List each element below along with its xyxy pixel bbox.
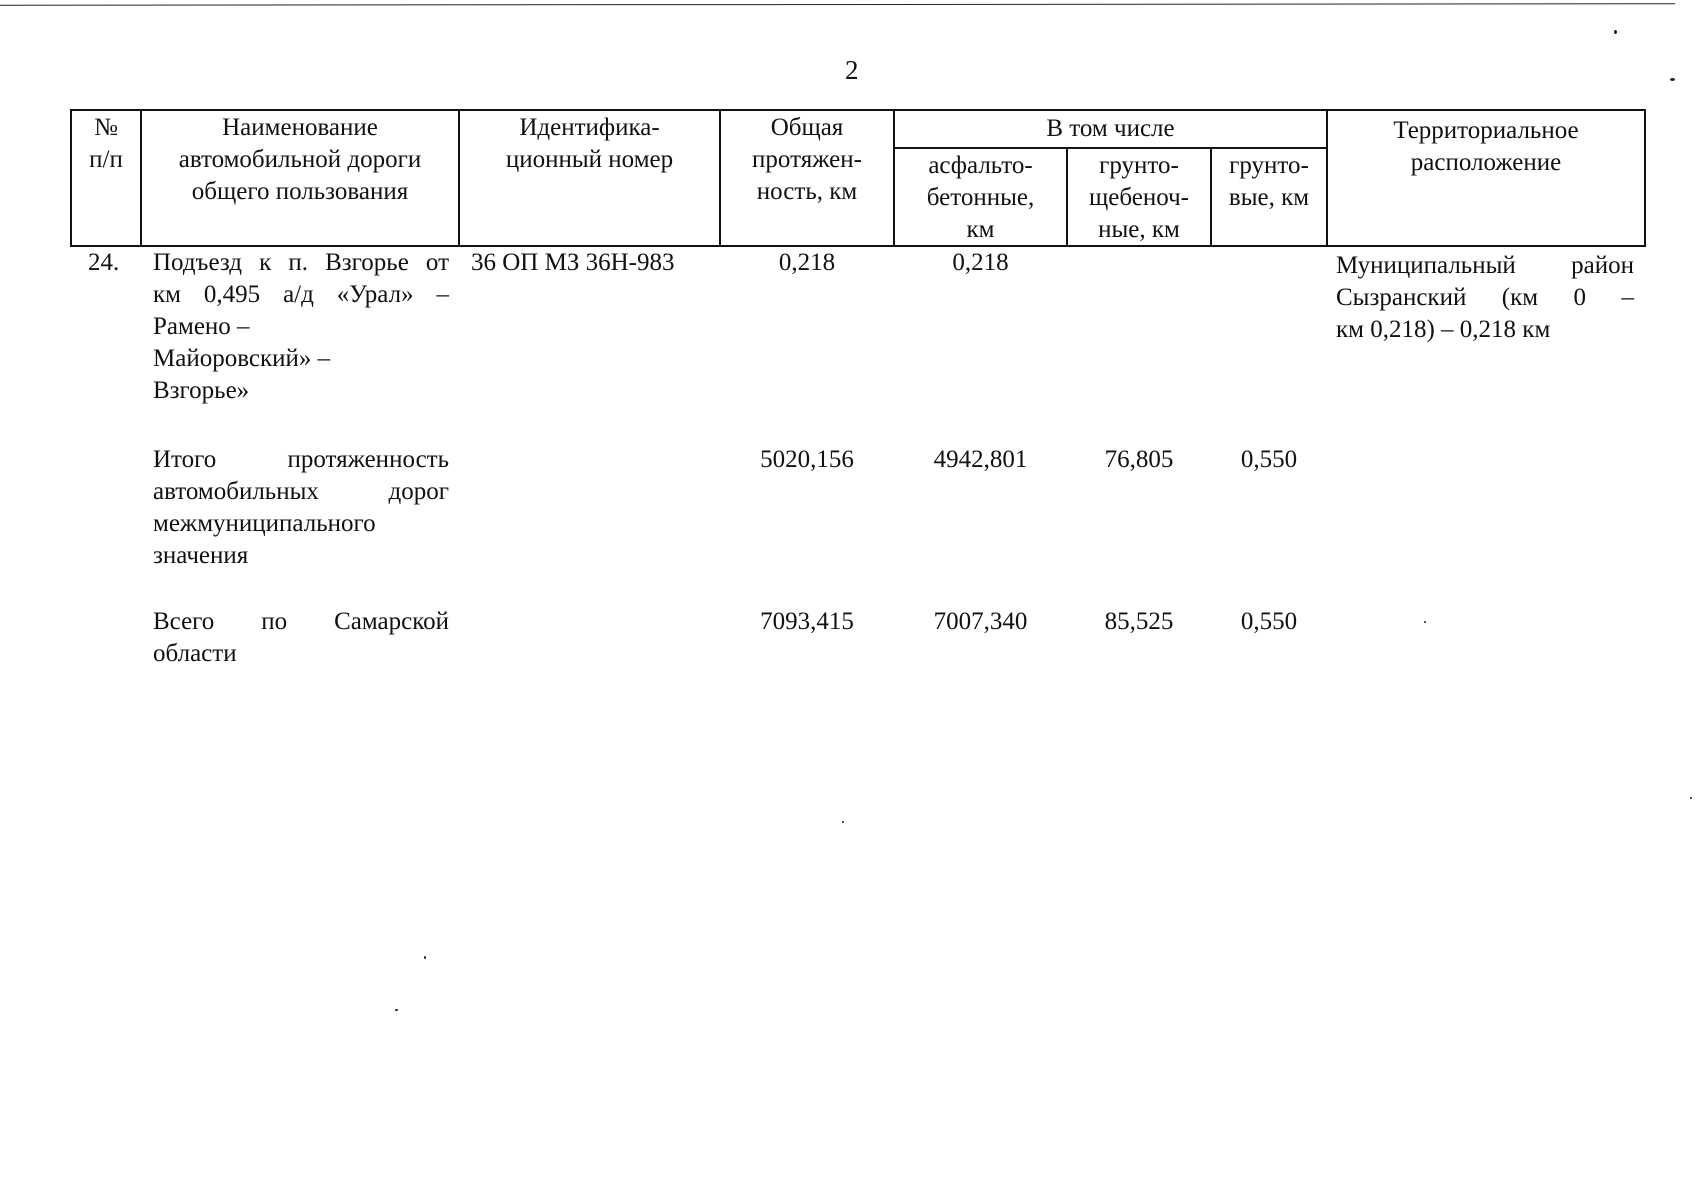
row-location [1336,250,1634,346]
row-road-name-line: Подъезд к п. Взгорье от [153,249,449,276]
scan-speck [395,1009,398,1011]
grand-total-gravel: 85,525 [1104,608,1174,635]
header-asphalt: асфальто- бетонные, км [926,152,1035,243]
row-location-line: Муниципальный район [1336,252,1634,279]
totals-gravel: 76,805 [1104,446,1174,473]
grand-total-label-line: Всего по Самарской [153,608,449,635]
totals-total-length: 5020,156 [760,446,854,473]
scan-speck [1670,78,1675,81]
header-including: В том числе [1046,115,1175,142]
row-road-name-line: Майоровский» – [153,345,331,372]
row-road-name-line: Рамено – [153,313,250,340]
scan-speck [1690,797,1692,799]
totals-label-line: Итого протяженность [153,446,449,473]
header-col-border [1644,109,1646,247]
scan-speck [1424,621,1426,623]
totals-asphalt: 4942,801 [933,446,1028,473]
row-asphalt: 0,218 [952,249,1009,276]
totals-label-line: значения [153,542,249,569]
page-number: 2 [845,55,859,85]
totals-label [153,444,449,572]
header-dirt: грунто- вые, км [1228,152,1310,211]
grand-total-asphalt: 7007,340 [933,608,1028,635]
grand-total-label [153,606,449,670]
grand-total-dirt: 0,550 [1240,608,1298,635]
row-road-name [153,247,449,407]
header-gravel: грунто- щебеноч- ные, км [1089,152,1189,243]
header-top-border [70,109,1646,111]
header-road-name: Наименование автомобильной дороги общего пользования [178,114,422,205]
header-id-number: Идентифика- ционный номер [505,114,674,173]
row-road-name-line: Взгорье» [153,377,250,404]
scan-speck [424,956,426,959]
row-total-length: 0,218 [778,249,836,276]
top-rule [0,3,1675,5]
row-id-number: 36 ОП МЗ 36Н-983 [471,249,675,276]
totals-dirt: 0,550 [1240,446,1298,473]
grand-total-length: 7093,415 [760,608,854,635]
totals-label-line: межмуниципального [153,510,376,537]
totals-label-line: автомобильных дорог [153,478,449,505]
row-num: 24. [88,249,120,276]
scan-speck [1614,30,1617,34]
scan-speck [842,821,844,823]
header-num: № п/п [89,114,123,173]
row-location-line: Сызранский (км 0 – [1336,284,1634,311]
grand-total-label-line: области [153,640,237,667]
row-road-name-line: км 0,495 а/д «Урал» – [153,281,449,308]
header-location: Территориальное расположение [1393,117,1579,176]
header-total-length: Общая протяжен- ность, км [752,114,862,205]
row-location-line: км 0,218) – 0,218 км [1336,316,1551,343]
header-group-divider [893,147,1326,149]
table-header [70,109,1646,247]
